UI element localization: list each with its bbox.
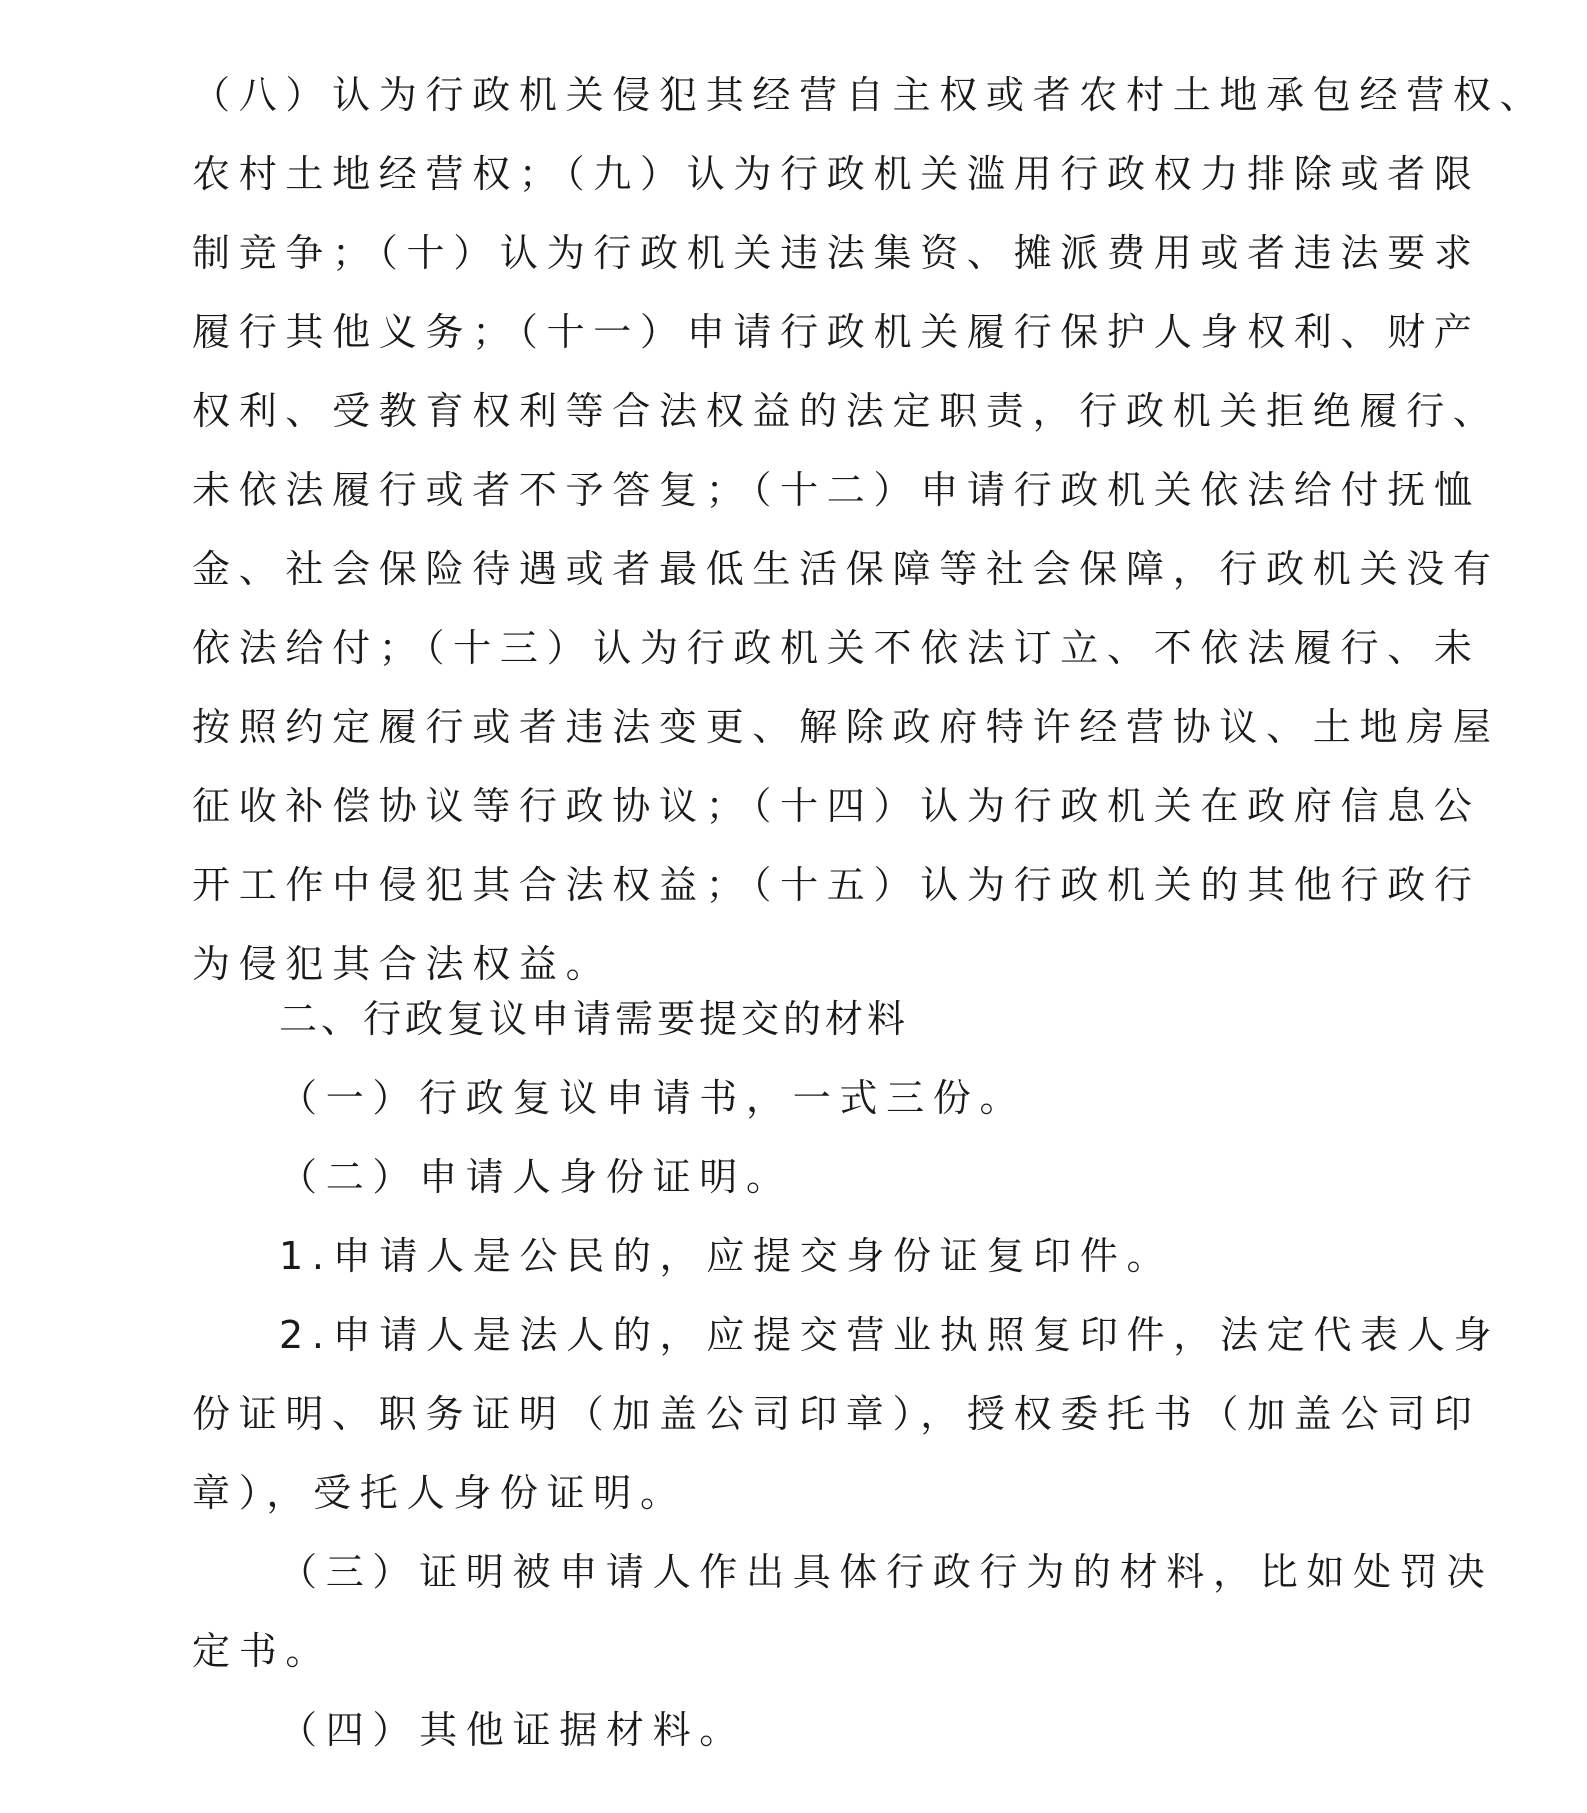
- body-line: 开工作中侵犯其合法权益；（十五）认为行政机关的其他行政行: [192, 863, 1481, 907]
- section-heading: 二、行政复议申请需要提交的材料: [279, 997, 910, 1041]
- item-administrative-act-line-2: 定书。: [192, 1629, 333, 1673]
- item-identity-proof: （二）申请人身份证明。: [279, 1155, 793, 1199]
- item-application-form: （一）行政复议申请书，一式三份。: [279, 1076, 1027, 1120]
- document-body-continuation: [192, 56, 1547, 1004]
- body-line: （八）认为行政机关侵犯其经营自主权或者农村土地承包经营权、: [192, 73, 1547, 117]
- item-administrative-act-line-1: （三）证明被申请人作出具体行政行为的材料，比如处罚决: [279, 1550, 1494, 1594]
- item-legal-person-line-2: 份证明、职务证明（加盖公司印章），授权委托书（加盖公司印: [192, 1392, 1481, 1436]
- body-line: 按照约定履行或者违法变更、解除政府特许经营协议、土地房屋: [192, 705, 1500, 749]
- item-citizen-identity: 1.申请人是公民的，应提交身份证复印件。: [279, 1234, 1174, 1278]
- item-legal-person-line-3: 章），受托人身份证明。: [192, 1471, 687, 1515]
- item-other-evidence: （四）其他证据材料。: [279, 1708, 747, 1752]
- body-line: 依法给付；（十三）认为行政机关不依法订立、不依法履行、未: [192, 626, 1481, 670]
- body-line: 履行其他义务；（十一）申请行政机关履行保护人身权利、财产: [192, 310, 1481, 354]
- body-line: 为侵犯其合法权益。: [192, 942, 613, 986]
- body-line: 制竞争；（十）认为行政机关违法集资、摊派费用或者违法要求: [192, 231, 1481, 275]
- body-line: 未依法履行或者不予答复；（十二）申请行政机关依法给付抚恤: [192, 468, 1481, 512]
- body-line: 金、社会保险待遇或者最低生活保障等社会保障，行政机关没有: [192, 547, 1500, 591]
- item-legal-person-line-1: 2.申请人是法人的，应提交营业执照复印件，法定代表人身: [279, 1313, 1501, 1357]
- body-line: 农村土地经营权；（九）认为行政机关滥用行政权力排除或者限: [192, 152, 1481, 196]
- body-line: 征收补偿协议等行政协议；（十四）认为行政机关在政府信息公: [192, 784, 1481, 828]
- body-line: 权利、受教育权利等合法权益的法定职责，行政机关拒绝履行、: [192, 389, 1500, 433]
